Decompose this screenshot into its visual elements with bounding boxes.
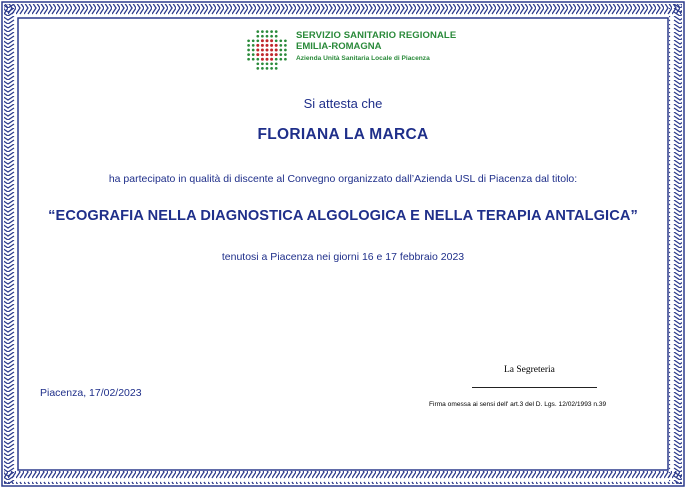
signature-line (472, 387, 597, 388)
recipient-name: FLORIANA LA MARCA (257, 126, 429, 143)
certificate (20, 20, 666, 468)
ausl-logo (246, 29, 456, 71)
place-date: Piacenza, 17/02/2023 (40, 387, 142, 399)
segreteria-label: La Segreteria (504, 365, 555, 375)
participation-text: ha partecipato in qualità di discente al Convegno organizzato dall’Azienda USL di Piacenza dal titolo: (108, 173, 578, 185)
event-dates: tenutosi a Piacenza nei giorni 16 e 17 febbraio 2023 (221, 251, 465, 263)
logo-line1: SERVIZIO SANITARIO REGIONALE (296, 30, 457, 41)
logo-text (296, 29, 456, 62)
signature-note: Firma omessa ai sensi dell' art.3 del D. Lgs. 12/02/1993 n.39 (429, 401, 607, 408)
event-title: “ECOGRAFIA NELLA DIAGNOSTICA ALGOLOGICA E NELLA TERAPIA ANTALGICA” (48, 208, 638, 224)
logo-line2: EMILIA-ROMAGNA (296, 40, 382, 52)
ausl-logo-mark-icon (246, 29, 288, 71)
attesta-text: Si attesta che (303, 96, 383, 111)
logo-line3: Azienda Unità Sanitaria Locale di Piacenza (296, 54, 430, 62)
